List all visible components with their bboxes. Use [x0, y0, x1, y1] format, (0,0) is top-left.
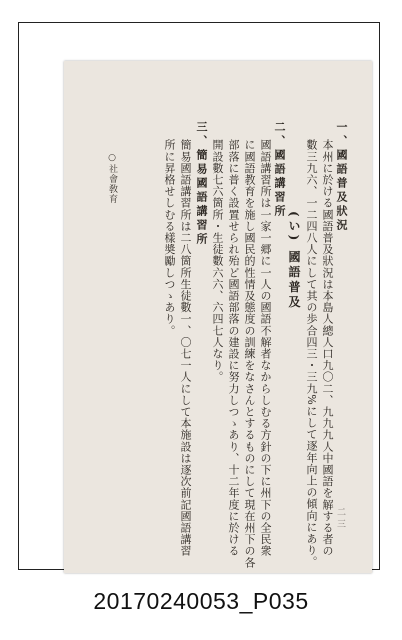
book-page — [64, 61, 372, 573]
heading-language-school: 二、國語講習所 — [273, 121, 286, 219]
section-title: (い) 國語普及 — [287, 211, 301, 311]
page-number: 二三 — [335, 507, 345, 531]
body-line: 簡易國語講習所は二八箇所生徒數一、〇七一人にして本施設は逐次前記國語講習 — [179, 139, 192, 557]
heading-simple-school: 三、簡易國語講習所 — [195, 121, 208, 247]
body-line: 本州に於ける國語普及狀況は本島人總人口九〇二、九九九人中國語を解する者の — [321, 139, 334, 557]
running-head: ○社會敎育 — [107, 153, 117, 204]
image-caption: 20170240053_P035 — [93, 588, 309, 614]
image-frame — [18, 22, 380, 570]
body-line: に國語教育を施し國民的性情及態度の訓練をなさんとするものにして現在州下の各 — [243, 139, 256, 569]
body-line: 所に昇格せしむる樣奬勵しつゝあり。 — [163, 139, 176, 337]
body-line: 國語講習所は一家一郷に一人の國語不解者なからしむる方針の下に州下の全民衆 — [259, 139, 272, 557]
body-line: 開設數七六箇所・生徒數六六、六四七人なり。 — [211, 139, 224, 383]
body-line: 部落に普く設置せられ殆ど國語部落の建設に努力しつゝあり、十二年度に於ける — [227, 139, 240, 557]
body-line: 數三九六、一二四八人にして其の歩合四三・三九%にして逐年向上の傾向にあり。 — [305, 139, 318, 568]
heading-language-status: 一、國語普及狀況 — [335, 121, 348, 233]
